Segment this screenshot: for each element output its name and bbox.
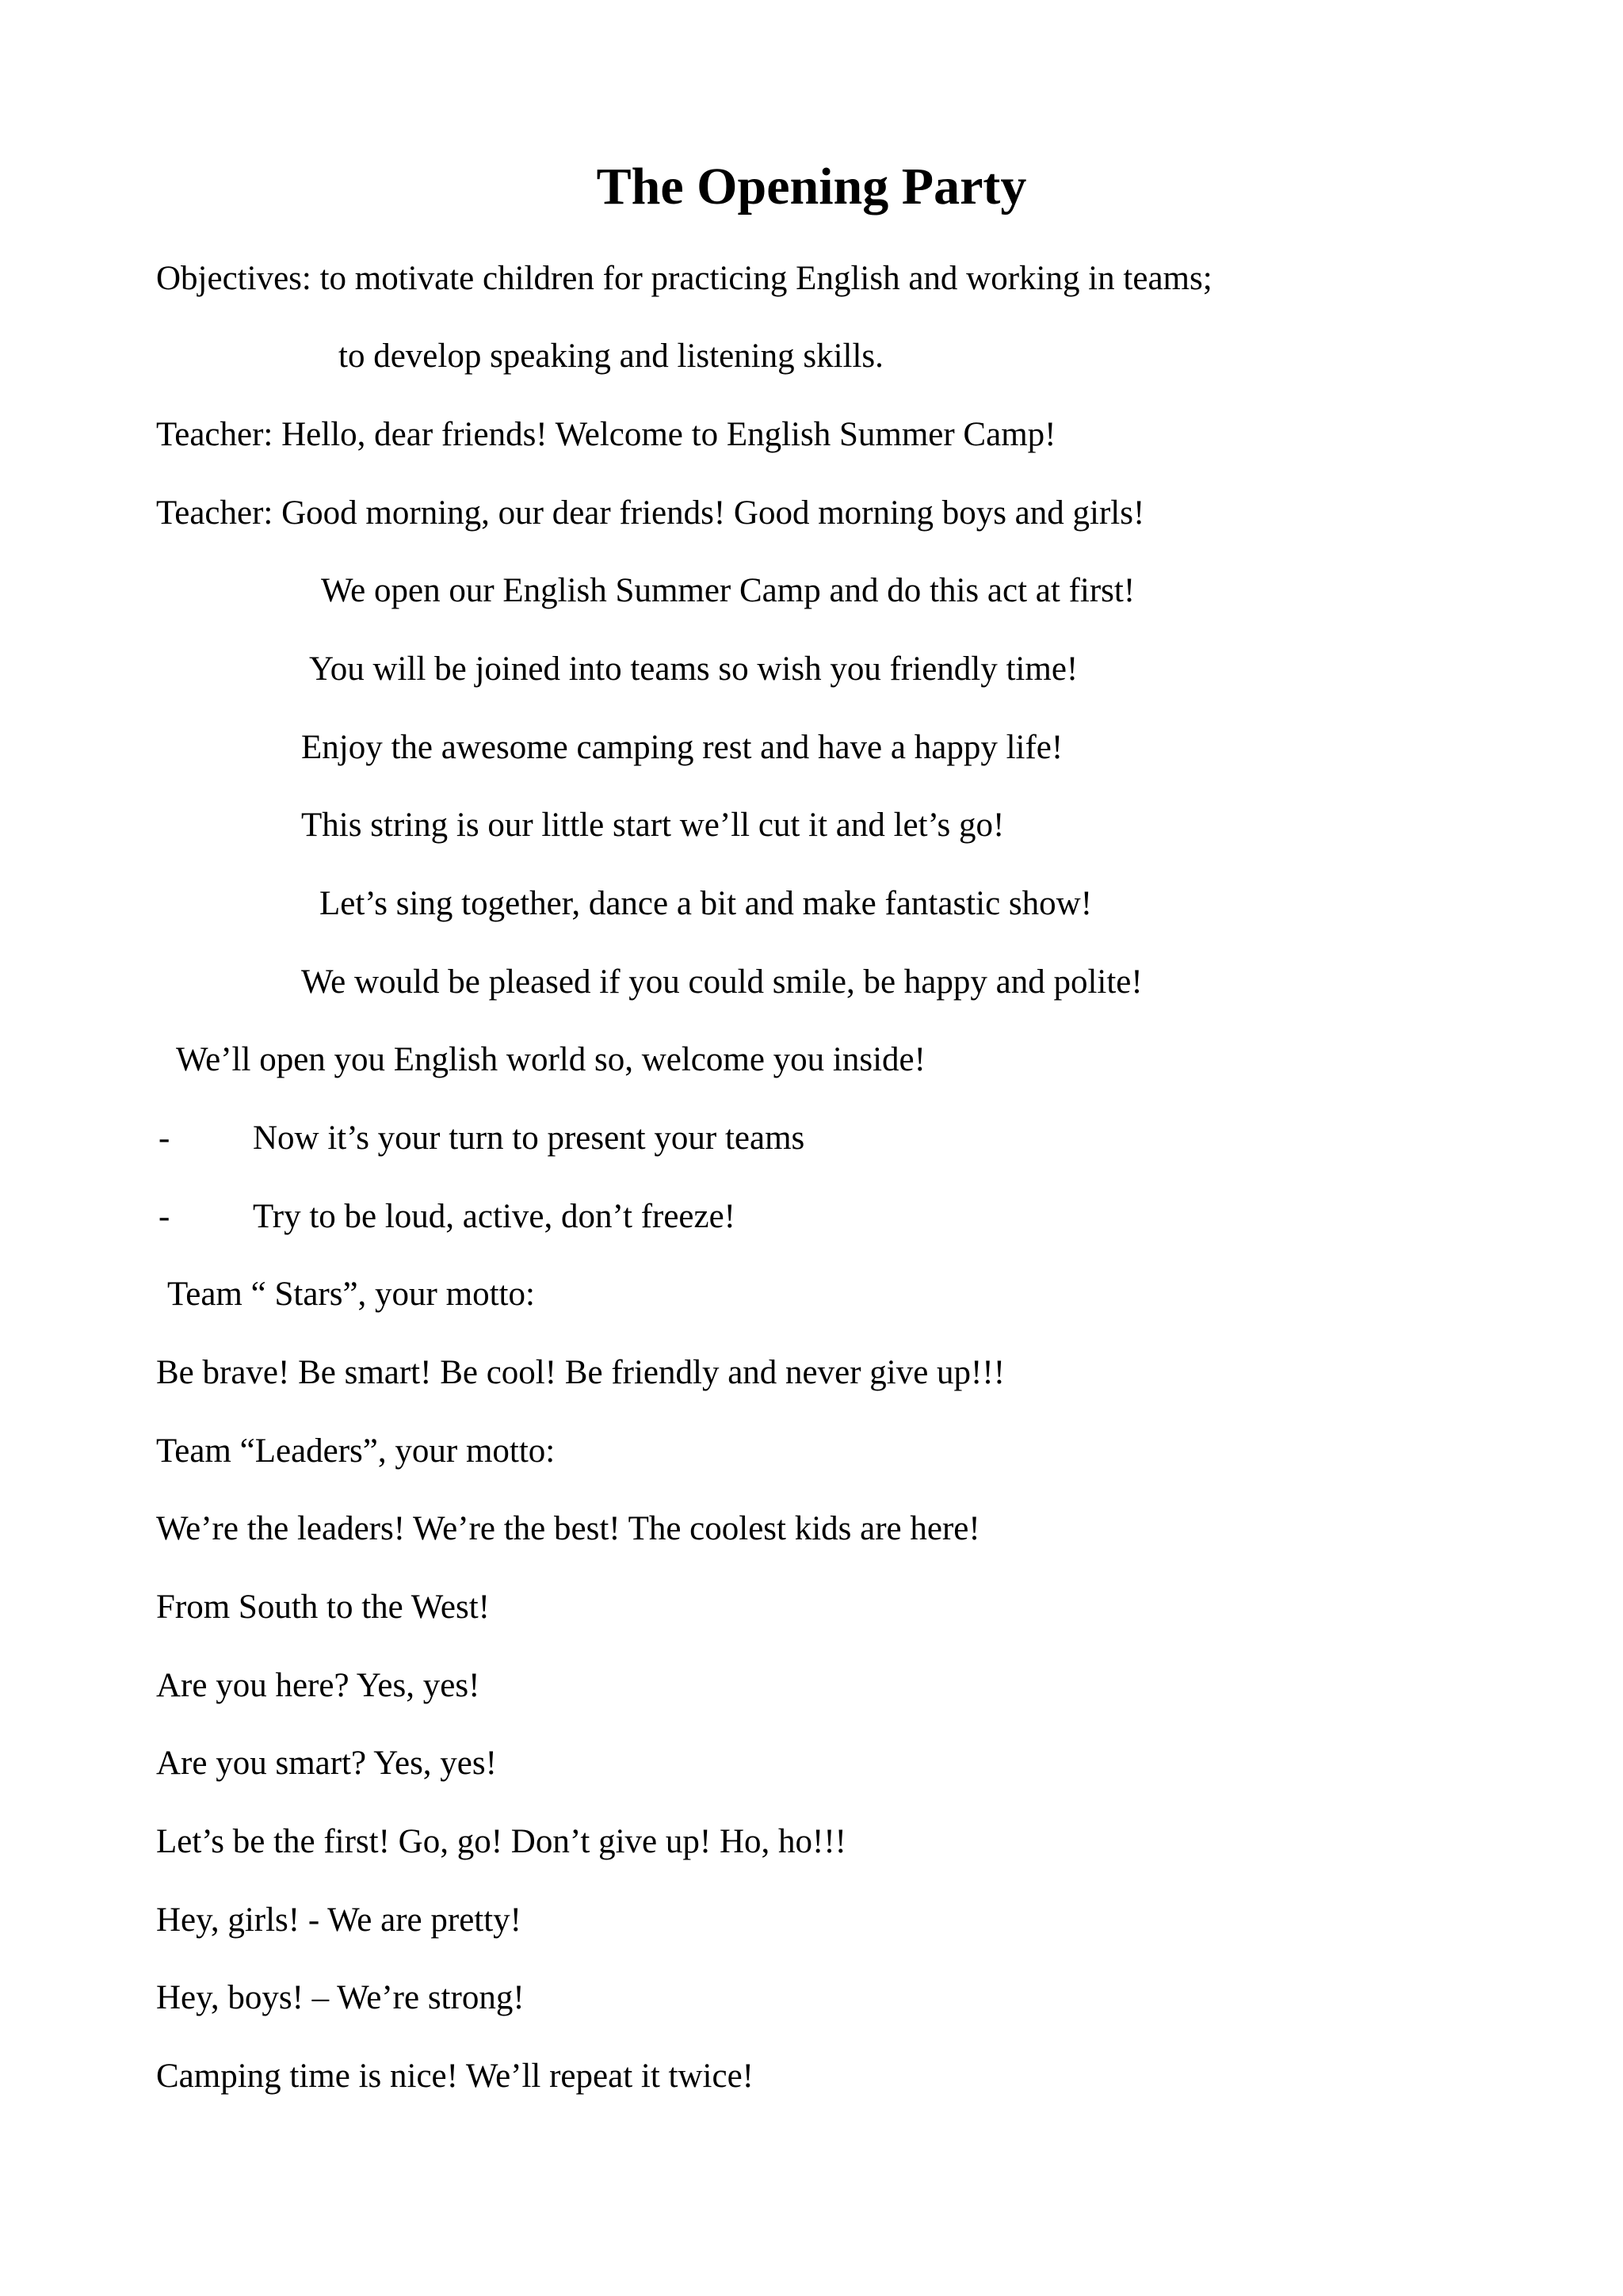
verse-line-1: We open our English Summer Camp and do this act at first! xyxy=(321,572,1136,609)
team-stars-heading: Team “ Stars”, your motto: xyxy=(167,1276,535,1313)
objectives-line-2: to develop speaking and listening skills. xyxy=(338,338,884,375)
team-stars-motto-line: Be brave! Be smart! Be cool! Be friendly and never give up!!! xyxy=(156,1354,1006,1391)
list-item-1-marker: - xyxy=(158,1119,170,1157)
teacher-line-2: Teacher: Good morning, our dear friends! Good morning boys and girls! xyxy=(156,494,1145,532)
list-item-2-marker: - xyxy=(158,1198,170,1235)
team-leaders-motto-line-5: Let’s be the first! Go, go! Don’t give up! Ho, ho!!! xyxy=(156,1823,846,1860)
team-leaders-heading: Team “Leaders”, your motto: xyxy=(156,1432,556,1470)
team-leaders-motto-line-4: Are you smart? Yes, yes! xyxy=(156,1745,497,1782)
objectives-line-1: Objectives: to motivate children for practicing English and working in teams; xyxy=(156,260,1212,297)
team-leaders-motto-line-7: Hey, boys! – We’re strong! xyxy=(156,1979,525,2016)
list-item-1-text: Now it’s your turn to present your teams xyxy=(253,1119,805,1157)
verse-line-3: Enjoy the awesome camping rest and have a happy life! xyxy=(301,729,1064,766)
team-leaders-motto-line-1: We’re the leaders! We’re the best! The coolest kids are here! xyxy=(156,1510,980,1547)
team-leaders-motto-line-8: Camping time is nice! We’ll repeat it twice! xyxy=(156,2058,754,2095)
verse-line-7: We’ll open you English world so, welcome you inside! xyxy=(176,1041,926,1078)
document-title: The Opening Party xyxy=(596,158,1027,215)
list-item-2-text: Try to be loud, active, don’t freeze! xyxy=(253,1198,735,1235)
verse-line-6: We would be pleased if you could smile, be happy and polite! xyxy=(301,963,1143,1001)
verse-line-5: Let’s sing together, dance a bit and make fantastic show! xyxy=(319,885,1093,922)
teacher-line-1: Teacher: Hello, dear friends! Welcome to English Summer Camp! xyxy=(156,416,1056,453)
team-leaders-motto-line-6: Hey, girls! - We are pretty! xyxy=(156,1901,521,1939)
team-leaders-motto-line-3: Are you here? Yes, yes! xyxy=(156,1667,480,1704)
verse-line-2: You will be joined into teams so wish you friendly time! xyxy=(309,650,1079,688)
team-leaders-motto-line-2: From South to the West! xyxy=(156,1589,490,1626)
verse-line-4: This string is our little start we’ll cut it and let’s go! xyxy=(301,807,1005,844)
